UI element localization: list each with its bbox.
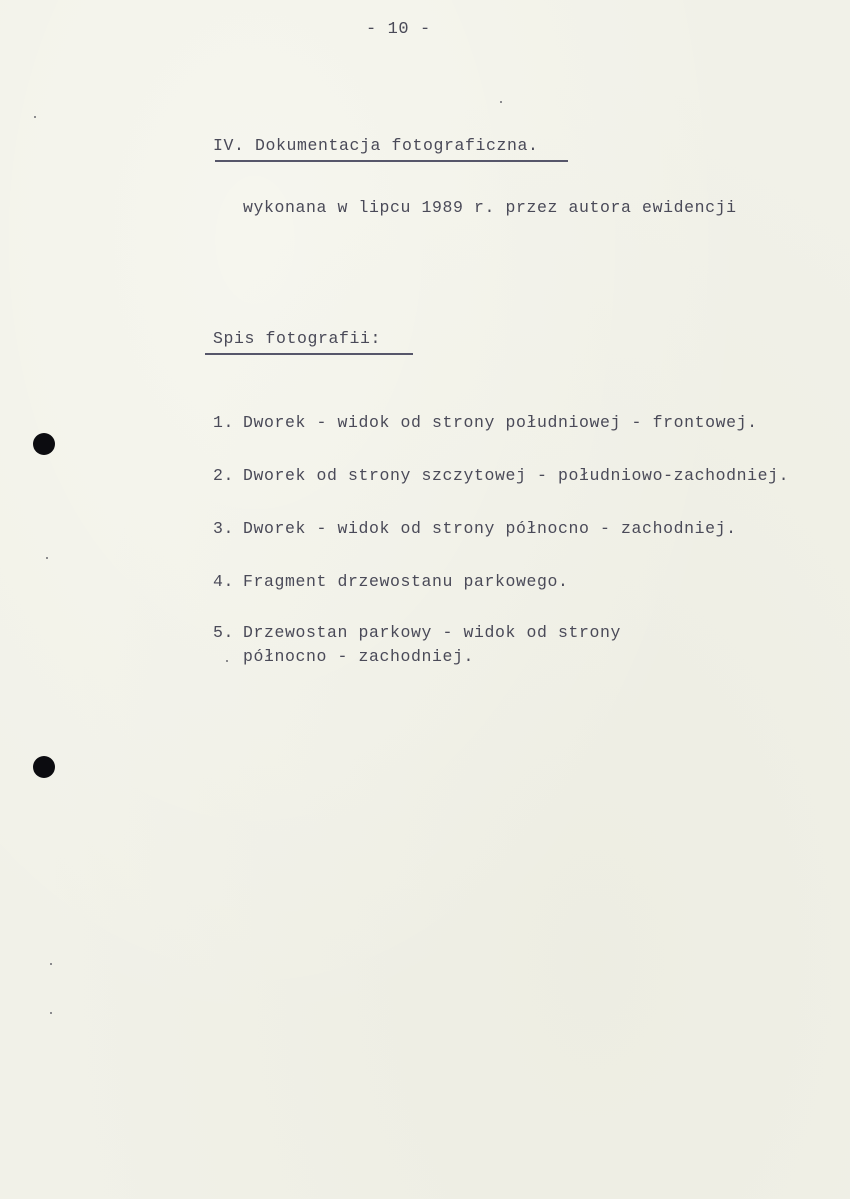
paper-speck — [500, 101, 502, 103]
list-item-text: Drzewostan parkowy - widok od strony — [243, 623, 622, 642]
paper-speck — [50, 963, 52, 965]
photo-list-heading-underline — [205, 353, 413, 355]
list-item-text: Dworek od strony szczytowej - południowo-zachodniej. — [243, 466, 790, 485]
list-item-number: 3. — [213, 519, 235, 538]
list-item-text: Fragment drzewostanu parkowego. — [243, 572, 569, 591]
photo-list-heading: Spis fotografii: — [213, 329, 382, 348]
list-item-number: 4. — [213, 572, 235, 591]
list-item-text: Dworek - widok od strony północno - zachodniej. — [243, 519, 737, 538]
paper-speck — [34, 116, 36, 118]
paper-speck — [226, 660, 228, 662]
section-heading: IV. Dokumentacja fotograficzna. — [213, 136, 539, 155]
page-number: - 10 - — [366, 20, 431, 39]
paper-speck — [50, 1012, 52, 1014]
list-item-number: 2. — [213, 466, 235, 485]
section-subtitle: wykonana w lipcu 1989 r. przez autora ewidencji — [243, 198, 737, 217]
section-heading-underline — [215, 160, 568, 162]
list-item-number: 1. — [213, 413, 235, 432]
paper-speck — [46, 557, 48, 559]
list-item-text: Dworek - widok od strony południowej - frontowej. — [243, 413, 758, 432]
punch-hole — [33, 433, 55, 455]
list-item-number: 5. — [213, 623, 235, 642]
punch-hole — [33, 756, 55, 778]
list-item-text-continuation: północno - zachodniej. — [243, 647, 475, 666]
